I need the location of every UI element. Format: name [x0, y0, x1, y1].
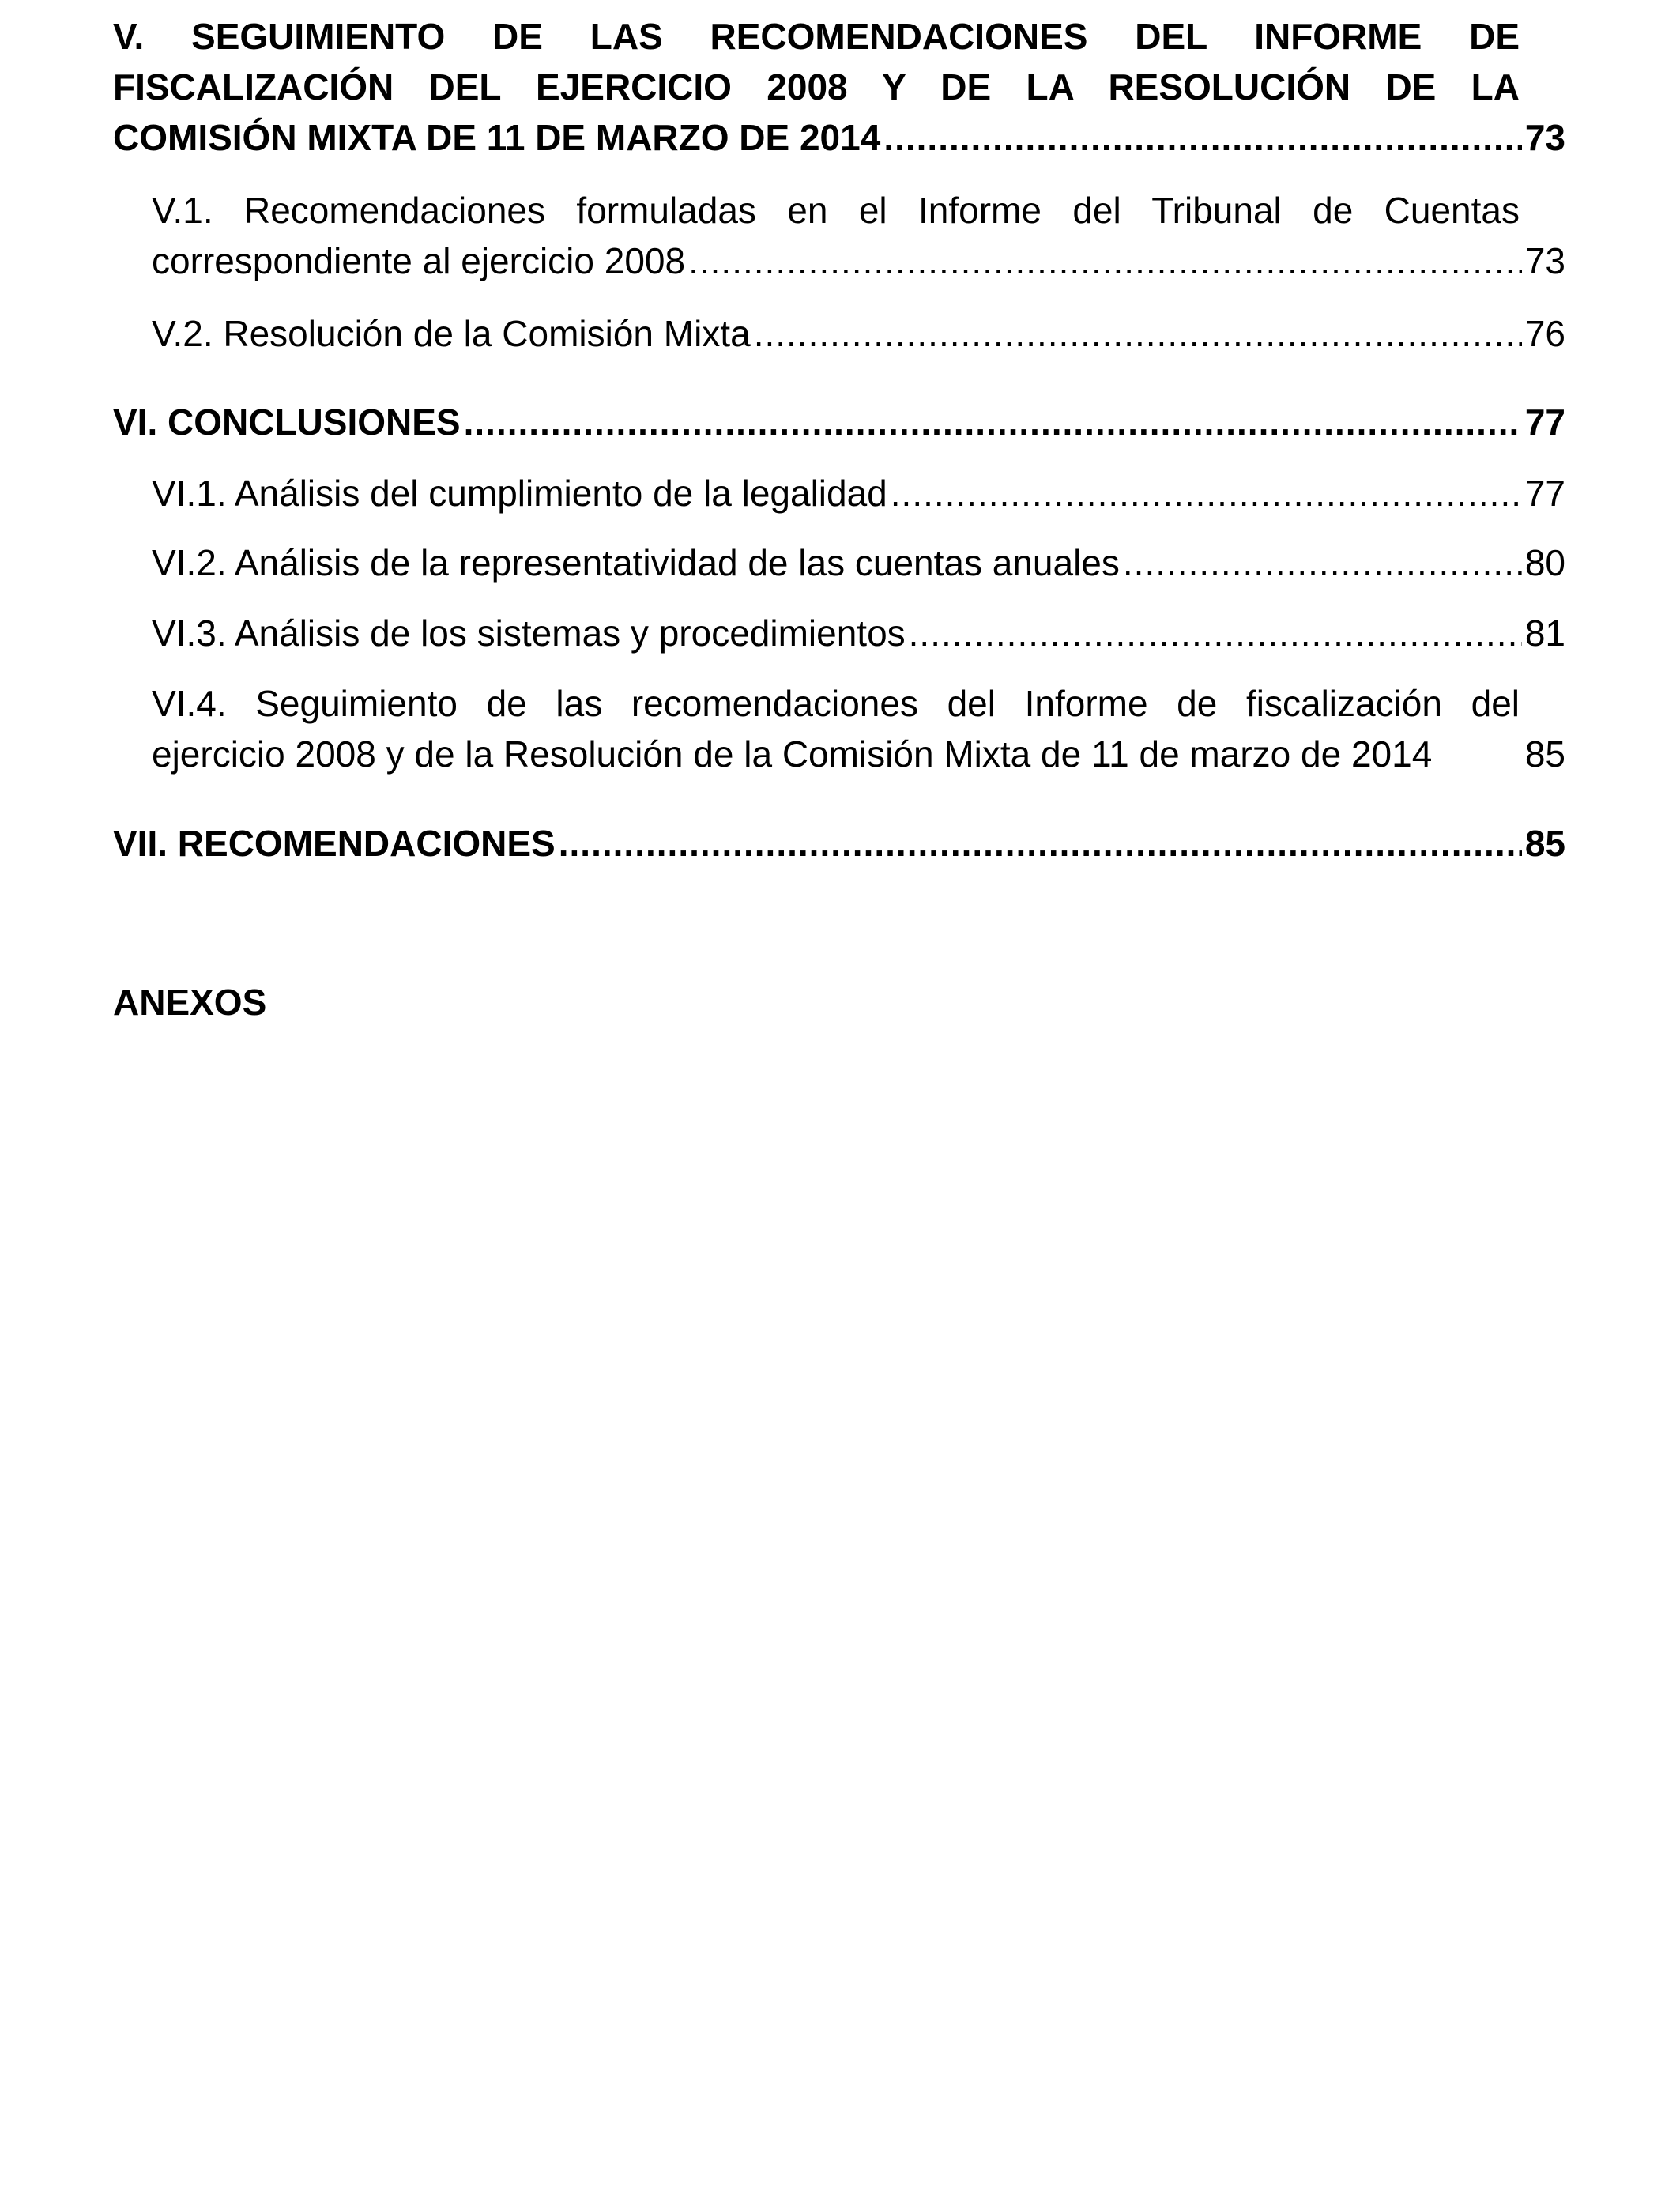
toc-page-number: 77: [1524, 401, 1565, 443]
dot-leader: [754, 308, 1522, 359]
toc-entry-section-vi[interactable]: [113, 397, 1565, 447]
toc-page-number: 73: [1524, 240, 1565, 281]
toc-entry-line: [152, 608, 1565, 658]
dot-leader: [688, 236, 1522, 286]
toc-entry-vi3[interactable]: [152, 608, 1565, 658]
toc-entry-section-vii[interactable]: [113, 818, 1565, 869]
toc-entry-last-line: [152, 236, 1565, 286]
toc-entry-line: VI.4. Seguimiento de las recomendaciones del Informe de fiscalización del: [152, 683, 1520, 724]
toc-entry-anexos[interactable]: ANEXOS: [113, 982, 267, 1023]
toc-entry-last-line: [152, 729, 1565, 779]
toc-entry-title: correspondiente al ejercicio 2008: [152, 240, 686, 281]
toc-entry-line: FISCALIZACIÓN DEL EJERCICIO 2008 Y DE LA RESOLUCIÓN DE LA: [113, 66, 1520, 107]
toc-entry-line: [152, 537, 1565, 588]
toc-entry-title: VII. RECOMENDACIONES: [113, 823, 556, 864]
toc-entry-section-v[interactable]: [113, 11, 1565, 163]
toc-entry-line: V.1. Recomendaciones formuladas en el Informe del Tribunal de Cuentas: [152, 190, 1520, 231]
toc-entry-line: V. SEGUIMIENTO DE LAS RECOMENDACIONES DEL INFORME DE: [113, 16, 1520, 57]
toc-entry-title: VI.3. Análisis de los sistemas y procedimientos: [152, 613, 906, 654]
dot-leader: [883, 112, 1522, 163]
toc-page-number: 81: [1524, 613, 1565, 654]
toc-entry-title: VI.1. Análisis del cumplimiento de la legalidad: [152, 473, 887, 514]
toc-entry-vi2[interactable]: [152, 537, 1565, 588]
toc-page-number: 85: [1524, 733, 1565, 775]
toc-entry-line: [152, 308, 1565, 359]
toc-entry-vi4[interactable]: [152, 678, 1565, 779]
toc-entry-line: [152, 468, 1565, 518]
toc-page-number: 85: [1524, 823, 1565, 864]
dot-leader: [891, 468, 1522, 518]
toc-entry-v2[interactable]: [152, 308, 1565, 359]
dot-leader: [559, 818, 1522, 869]
toc-entry-v1[interactable]: [152, 185, 1565, 286]
toc-entry-title: ejercicio 2008 y de la Resolución de la Comisión Mixta de 11 de marzo de 2014: [152, 733, 1433, 775]
toc-entry-line: [113, 818, 1565, 869]
toc-entry-last-line: [113, 112, 1565, 163]
toc-entry-line: [113, 397, 1565, 447]
toc-page-number: 76: [1524, 313, 1565, 354]
dot-leader: [909, 608, 1522, 658]
dot-leader: [1123, 537, 1522, 588]
toc-entry-vi1[interactable]: [152, 468, 1565, 518]
toc-entry-title: VI.2. Análisis de la representatividad de las cuentas anuales: [152, 542, 1120, 583]
toc-entry-title: V.2. Resolución de la Comisión Mixta: [152, 313, 751, 354]
dot-leader: [464, 397, 1522, 447]
toc-entry-title: COMISIÓN MIXTA DE 11 DE MARZO DE 2014: [113, 117, 881, 158]
toc-page-number: 77: [1524, 473, 1565, 514]
toc-entry-title: VI. CONCLUSIONES: [113, 401, 461, 443]
toc-page-number: 73: [1524, 117, 1565, 158]
toc-page-number: 80: [1524, 542, 1565, 583]
